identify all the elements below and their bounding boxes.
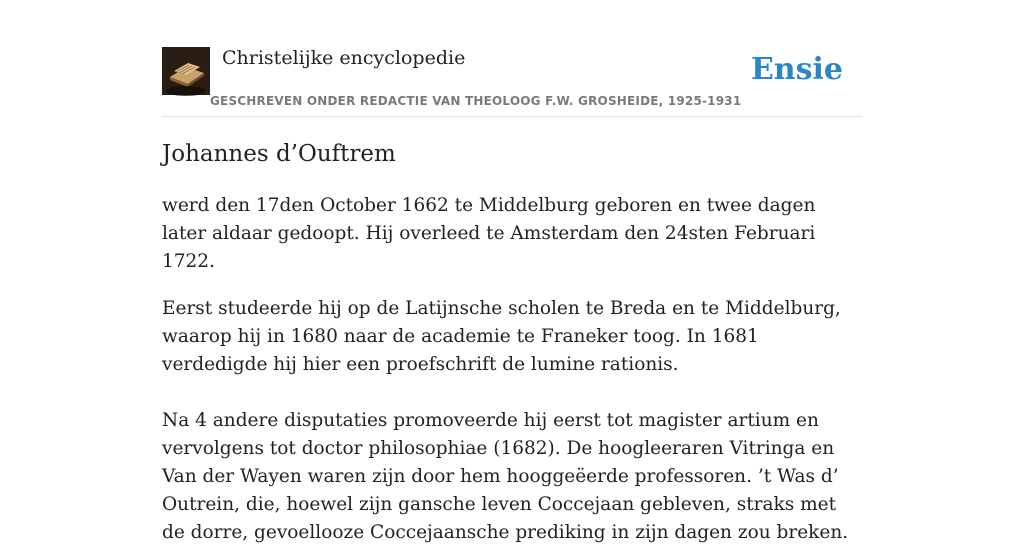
site-subtitle: GESCHREVEN ONDER REDACTIE VAN THEOLOOG F.W. GROSHEIDE, 1925-1931 — [210, 94, 742, 108]
article-paragraph-2: Eerst studeerde hij op de Latijnsche scholen te Breda en te Middelburg, waarop hij in 1680 naar de academie te Franeker toog. In 1681 verdedigde hij hier een proefschrift de lumine rationis. — [162, 298, 841, 375]
article-paragraph-1: werd den 17den October 1662 te Middelburg geboren en twee dagen later aldaar gedoopt. Hij overleed te Amsterdam den 24sten Februari 1722. — [162, 195, 816, 272]
article-paragraph-3: Na 4 andere disputaties promoveerde hij eerst tot magister artium en vervolgens tot doctor philosophiae (1682). De hoogleeraren Vitringa en Van der Wayen waren zijn door hem hooggeëerde professoren. ’t Was d’ Outrein, die, hoewel zijn gansche leven Coccejaan gebleven, straks met de dorre, gevoellooze Coccejaansche prediking in zijn dagen zou breken. — [162, 410, 849, 543]
site-header — [162, 0, 862, 117]
brand-logo-link[interactable]: Ensie — [750, 52, 843, 87]
article-title: Johannes d’Ouftrem — [162, 141, 396, 167]
book-photo-icon[interactable] — [162, 47, 210, 95]
article — [162, 138, 864, 547]
site-title[interactable]: Christelijke encyclopedie — [222, 47, 466, 69]
